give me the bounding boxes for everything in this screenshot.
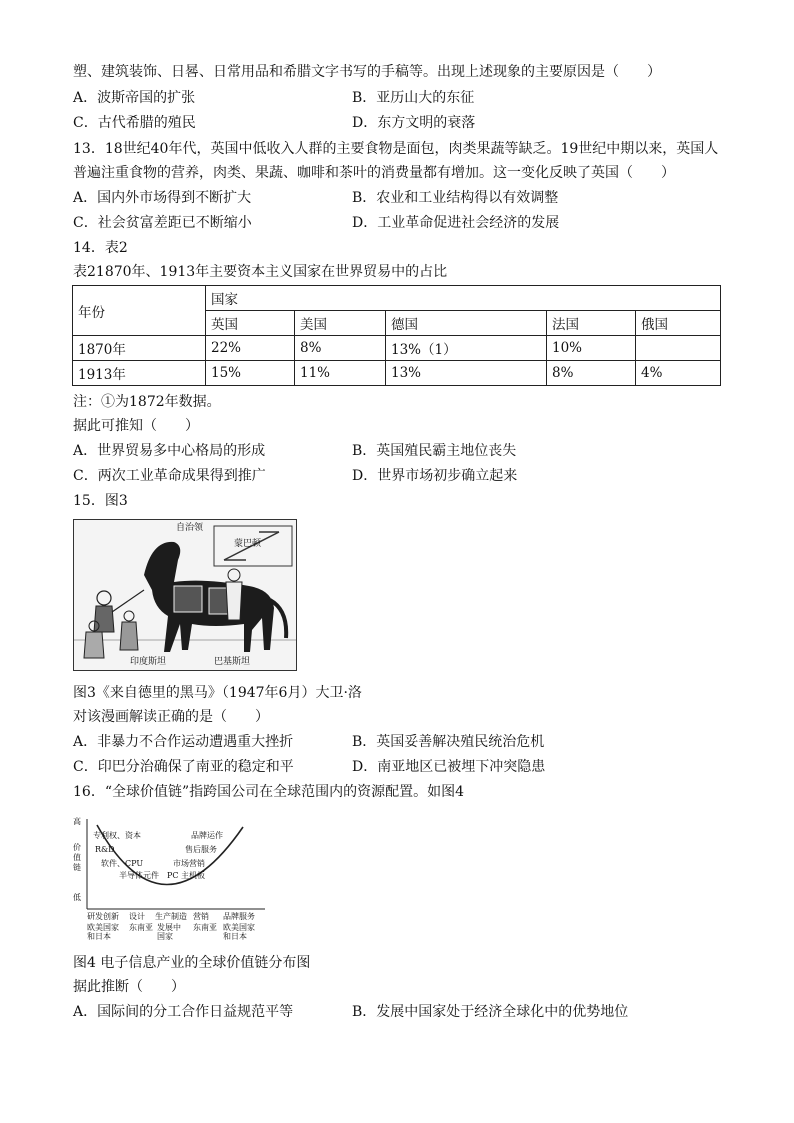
country-header: 国家 — [206, 286, 721, 311]
q13-stem-line2: 普遍注重食物的营养，肉类、果蔬、咖啡和茶叶的消费量都有增加。这一变化反映了英国（ ） — [73, 165, 675, 181]
table-row — [73, 361, 721, 386]
q13-option-c[interactable]: C．社会贫富差距已不断缩小 — [73, 215, 252, 231]
q14-table-caption: 表21870年、1913年主要资本主义国家在世界贸易中的占比 — [73, 264, 448, 280]
cartoon-label-mountbatten: 蒙巴顿 — [234, 539, 262, 549]
year-cell: 1870年 — [73, 336, 206, 361]
y-axis-title: 价值链 — [73, 843, 81, 872]
q14-note: 注：①为1872年数据。 — [73, 394, 221, 410]
q12-option-d[interactable]: D．东方文明的衰落 — [352, 115, 476, 131]
country-cell: 英国 — [206, 311, 295, 336]
x-stage-label: 营销 — [193, 912, 209, 921]
trade-share-table — [72, 285, 721, 386]
q13-option-b[interactable]: B．农业和工业结构得以有效调整 — [352, 190, 559, 206]
x-stage-label: 生产制造 — [155, 912, 187, 921]
q12-option-a[interactable]: A．波斯帝国的扩张 — [73, 90, 196, 106]
q15-option-a[interactable]: A．非暴力不合作运动遭遇重大挫折 — [73, 734, 294, 750]
q16-prompt: 据此推断（ ） — [73, 979, 185, 995]
q14-prompt: 据此可推知（ ） — [73, 418, 199, 434]
q16-option-b[interactable]: B．发展中国家处于经济全球化中的优势地位 — [352, 1004, 629, 1020]
question-12-stem-tail: 塑、建筑装饰、日晷、日常用品和希腊文字书写的手稿等。出现上述现象的主要原因是（ ） — [73, 64, 661, 80]
chain-label-right: 品牌运作 — [191, 831, 223, 840]
q15-figure-caption: 图3《来自德里的黑马》（1947年6月）大卫·洛 — [73, 685, 362, 701]
q13-option-a[interactable]: A．国内外市场得到不断扩大 — [73, 190, 252, 206]
y-axis-low: 低 — [73, 893, 81, 902]
country-cell: 俄国 — [636, 311, 721, 336]
value-cell: 22% — [206, 336, 295, 361]
chain-label-left: 半导体元件 — [119, 871, 159, 880]
cartoon-illustration — [74, 520, 296, 670]
country-cell: 美国 — [295, 311, 386, 336]
chain-label-right: 市场营销 — [173, 859, 205, 868]
q14-option-d[interactable]: D．世界市场初步确立起来 — [352, 468, 518, 484]
value-cell: 11% — [295, 361, 386, 386]
region-label: 欧美国家和日本 — [87, 923, 119, 941]
q15-option-d[interactable]: D．南亚地区已被埋下冲突隐患 — [352, 759, 546, 775]
cartoon-label-hindustan: 印度斯坦 — [130, 657, 167, 667]
q13-stem-line1: 13．18世纪40年代，英国中低收入人群的主要食物是面包，肉类果蔬等缺乏。19世纪中期以来，英国人 — [73, 141, 719, 157]
country-cell: 德国 — [386, 311, 547, 336]
value-cell: 8% — [547, 361, 636, 386]
q15-option-c[interactable]: C．印巴分治确保了南亚的稳定和平 — [73, 759, 294, 775]
table-row — [73, 336, 721, 361]
year-cell: 1913年 — [73, 361, 206, 386]
region-label: 发展中国家 — [157, 923, 181, 941]
region-label: 东南亚 — [193, 923, 217, 932]
chain-label-left: 软件、CPU — [101, 859, 144, 868]
q12-option-c[interactable]: C．古代希腊的殖民 — [73, 115, 196, 131]
q13-option-d[interactable]: D．工业革命促进社会经济的发展 — [352, 215, 560, 231]
cartoon-label-pakistan: 巴基斯坦 — [214, 657, 251, 667]
chain-label-right: PC 主机板 — [167, 871, 206, 880]
q14-label: 14．表2 — [73, 240, 128, 256]
year-header: 年份 — [73, 286, 206, 336]
chain-label-left: 专利权、资本 — [93, 831, 141, 840]
value-cell — [636, 336, 721, 361]
value-cell: 10% — [547, 336, 636, 361]
value-cell: 13% — [386, 361, 547, 386]
region-label: 东南亚 — [129, 923, 153, 932]
q16-figure-caption: 图4 电子信息产业的全球价值链分布图 — [73, 955, 311, 971]
x-stage-label: 品牌服务 — [223, 912, 255, 921]
q14-option-b[interactable]: B．英国殖民霸主地位丧失 — [352, 443, 517, 459]
value-chain-figure — [73, 813, 273, 943]
q14-option-c[interactable]: C．两次工业革命成果得到推广 — [73, 468, 266, 484]
region-label: 欧美国家和日本 — [223, 923, 255, 941]
chain-label-right: 售后服务 — [185, 845, 217, 854]
value-cell: 13%（1） — [386, 336, 547, 361]
country-cell: 法国 — [547, 311, 636, 336]
y-axis-high: 高 — [73, 817, 81, 826]
q16-option-a[interactable]: A．国际间的分工合作日益规范平等 — [73, 1004, 294, 1020]
cartoon-label-dominion: 自治领 — [176, 523, 204, 533]
table-header-row — [73, 286, 721, 311]
q15-option-b[interactable]: B．英国妥善解决殖民统治危机 — [352, 734, 545, 750]
chain-label-left: R&D — [95, 845, 115, 854]
q12-option-b[interactable]: B．亚历山大的东征 — [352, 90, 475, 106]
x-stage-label: 研发创新 — [87, 912, 119, 921]
x-stage-label: 设计 — [129, 912, 145, 921]
q15-label: 15．图3 — [73, 493, 128, 509]
q15-prompt: 对该漫画解读正确的是（ ） — [73, 709, 269, 725]
value-cell: 8% — [295, 336, 386, 361]
q14-option-a[interactable]: A．世界贸易多中心格局的形成 — [73, 443, 266, 459]
q16-stem: 16．“全球价值链”指跨国公司在全球范围内的资源配置。如图4 — [73, 784, 465, 800]
value-cell: 15% — [206, 361, 295, 386]
cartoon-figure — [73, 519, 297, 671]
value-cell: 4% — [636, 361, 721, 386]
